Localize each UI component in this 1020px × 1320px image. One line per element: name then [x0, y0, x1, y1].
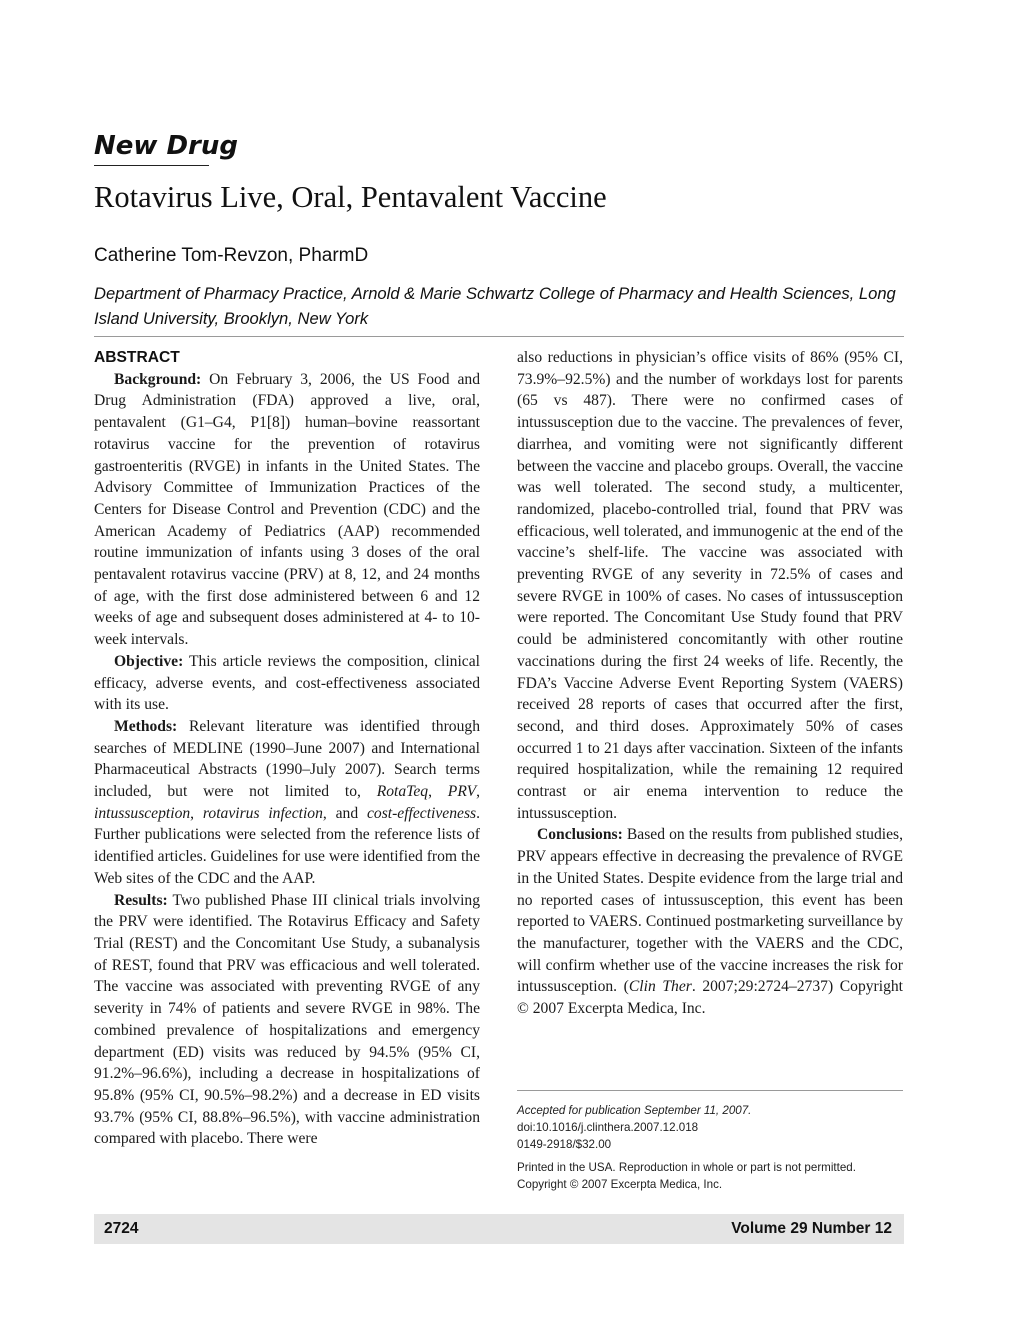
background-text: On February 3, 2006, the US Food and Drug Administration (FDA) approved a live, oral, pentavalent (G1–G4, P1[8]) human–bovine reassortant rotavirus vaccine for the prevention of rotavirus gastroenteritis (RVGE) in infants in the United States. The Advisory Committee of Immunization Practices of the Centers for Disease Control and Prevention (CDC) and the American Academy of Pediatrics (AAP) recommended routine immunization of infants using 3 doses of the oral pentavalent rotavirus vaccine (PRV) at 8, 12, and 24 months of age, with the first dose administered between 6 and 12 weeks of age and subsequent doses administered at 4- to 10-week intervals. — [94, 370, 480, 649]
search-term-separator: , — [190, 804, 203, 822]
abstract-objective — [94, 651, 480, 716]
conclusions-text-continued: . 2007;29:2724–2737) Copyright © 2007 Excerpta Medica, Inc. — [517, 978, 903, 1018]
abstract-heading: ABSTRACT — [94, 349, 180, 366]
section-label: New Drug — [94, 131, 238, 161]
doi: doi:10.1016/j.clinthera.2007.12.018 — [517, 1121, 699, 1134]
abstract-results-continued — [517, 347, 903, 824]
accepted-date: Accepted for publication September 11, 2007. — [517, 1104, 752, 1117]
copyright-notice: Copyright © 2007 Excerpta Medica, Inc. — [517, 1178, 723, 1191]
publication-metadata — [517, 1102, 903, 1193]
issn-price: 0149-2918/$32.00 — [517, 1138, 612, 1151]
abstract-end-divider — [517, 1090, 903, 1091]
abstract-right-column — [517, 347, 903, 1020]
citation-journal: Clin Ther — [628, 978, 692, 996]
abstract-left-column — [94, 347, 480, 1150]
search-term: intussusception — [94, 804, 191, 822]
printed-notice: Printed in the USA. Reproduction in whole or part is not permitted. — [517, 1161, 856, 1174]
results-text: Two published Phase III clinical trials involving the PRV were identified. The Rotavirus Efficacy and Safety Trial (REST) and the Concomitant Use Study, a subanalysis of REST, found that PRV was efficacious and well tolerated. The vaccine was associated with preventing RVGE of any severity in 74% of patients and severe RVGE in 98%. The combined prevalence of hospitalizations and emergency department (ED) visits was reduced by 94.5% (95% CI, 91.2%–96.6%), including a decrease in hospitalizations of 95.8% (95% CI, 90.5%–98.2%) and a decrease in ED visits 93.7% (95% CI, 88.8%–96.5%), with vaccine administration compared with placebo. There were — [94, 891, 480, 1148]
search-term-separator: , — [476, 783, 480, 801]
results-label: Results: — [114, 891, 168, 909]
section-label-underline — [94, 165, 209, 166]
search-term: rotavirus infection — [202, 804, 323, 822]
abstract-conclusions — [517, 824, 903, 1019]
abstract-methods — [94, 716, 480, 890]
abstract-background — [94, 369, 480, 651]
conclusions-text: Based on the results from published studies, PRV appears effective in decreasing the prevalence of RVGE in the United States. Despite evidence from the large trial and no reported cases of intussusception, this event has been reported to VAERS. Continued postmarketing surveillance by the manufacturer, together with the VAERS and the CDC, will confirm whether use of the vaccine increases the risk for intussusception. ( — [517, 826, 903, 996]
volume-issue: Volume 29 Number 12 — [731, 1220, 892, 1237]
results-text-continued: also reductions in physician’s office visits of 86% (95% CI, 73.9%–92.5%) and the number of workdays lost for parents (65 vs 487). There were no confirmed cases of intussusception due to the vaccine. The prevalences of fever, diarrhea, and vomiting were not significantly different between the vaccine and placebo groups. Overall, the vaccine was well tolerated. The second study, a multicenter, randomized, placebo-controlled trial, found that PRV was efficacious, well tolerated, and immunogenic at the end of the vaccine’s shelf-life. The vaccine was associated with preventing RVGE of any severity in 72.5% of cases and severe RVGE in 100% of cases. No cases of intussusception were reported. The Concomitant Use Study found that PRV could be administered concomitantly with other routine vaccinations during the first 24 weeks of life. Recently, the FDA’s Vaccine Adverse Event Reporting System (VAERS) received 28 reports of cases that occurred after the first, second, and third doses. Approximately 50% of cases occurred 1 to 21 days after vaccination. Sixteen of the infants required hospitalization, while the remaining 12 required contrast or air enema intervention to reduce the intussusception. — [517, 349, 903, 822]
methods-text: Relevant literature was identified through searches of MEDLINE (1990–June 2007) and International Pharmaceutical Abstracts (1990–July 2007). Search terms included, but were not limited to, — [94, 717, 480, 801]
search-term: RotaTeq — [376, 783, 429, 801]
methods-text-continued: . Further publications were selected from the reference lists of identified articles. Guidelines for use were identified from the Web sites of the CDC and the AAP. — [94, 804, 480, 887]
search-term-separator: , — [428, 783, 448, 801]
author-name: Catherine Tom-Revzon, PharmD — [94, 245, 369, 266]
page-number: 2724 — [104, 1220, 139, 1237]
methods-label: Methods: — [114, 717, 178, 735]
abstract-results — [94, 890, 480, 1150]
author-affiliation: Department of Pharmacy Practice, Arnold & Marie Schwartz College of Pharmacy and Health Sciences, Long Island University, Brooklyn, New York — [94, 284, 896, 328]
article-title: Rotavirus Live, Oral, Pentavalent Vaccine — [94, 180, 607, 214]
background-label: Background: — [114, 370, 202, 388]
search-term: PRV — [447, 783, 477, 801]
objective-text: This article reviews the composition, clinical efficacy, adverse events, and cost-effectiveness associated with its use. — [94, 652, 480, 714]
search-term-separator: , and — [322, 804, 367, 822]
conclusions-label: Conclusions: — [537, 826, 623, 844]
search-term: cost-effectiveness — [366, 804, 477, 822]
page-footer — [94, 1214, 904, 1244]
objective-label: Objective: — [114, 652, 184, 670]
header-divider — [94, 336, 904, 337]
